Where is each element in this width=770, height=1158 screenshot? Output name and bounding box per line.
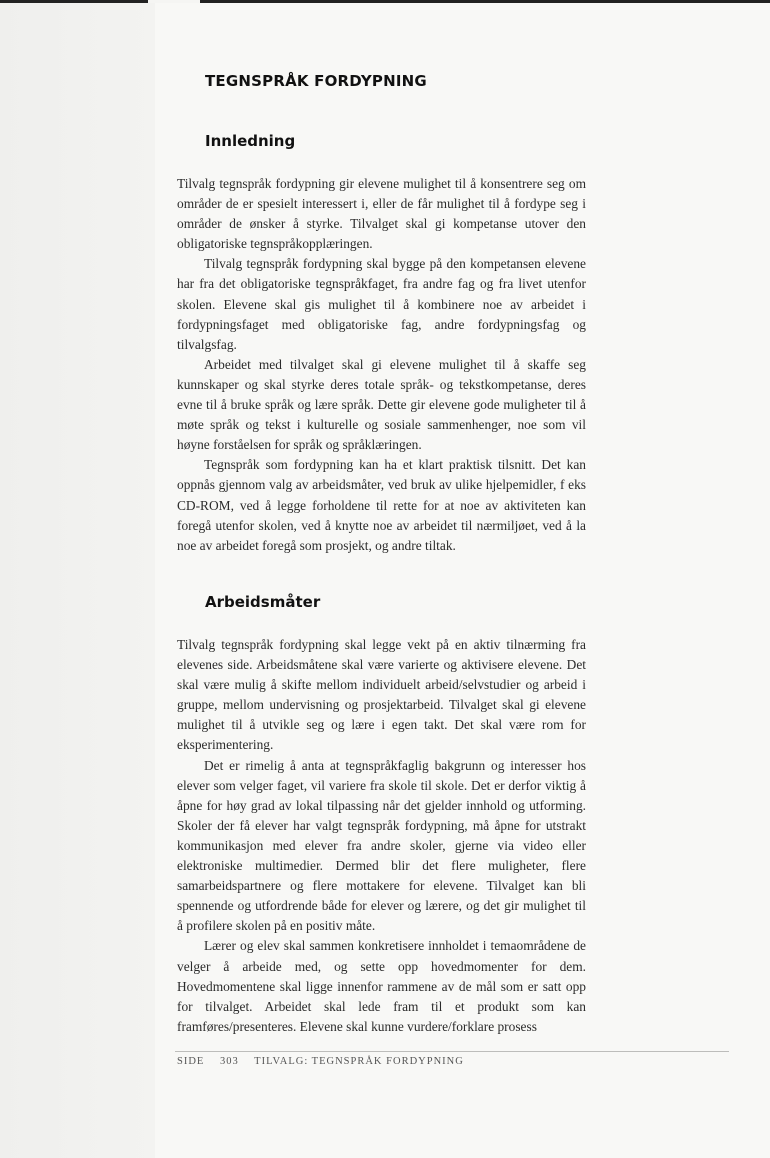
paragraph: Tilvalg tegnspråk fordypning skal legge vekt på en aktiv tilnærming fra elevenes side. Arbeidsmåtene skal være varierte og aktivisere elevene. Det skal være mulig å skifte mellom individuelt arbeid/selvstudier og arbeid i gruppe, mellom undervisning og prosjektarbeid. Tilvalget skal gi elevene mulighet til å utvikle seg og lære i egen takt. Det skal være rom for eksperimentering.: [177, 637, 586, 753]
paragraph: Tilvalg tegnspråk fordypning skal bygge på den kompetansen elevene har fra det obligatoriske tegnspråkfaget, fra andre fag og fra livet utenfor skolen. Elevene skal gis mulighet til å kombinere noe av arbeidet i fordypningsfaget med obligatoriske fag, andre fordypningsfag og tilvalgsfag.: [177, 256, 586, 352]
running-title: TILVALG: TEGNSPRÅK FORDYPNING: [254, 1056, 464, 1067]
paragraph: Arbeidet med tilvalget skal gi elevene mulighet til å skaffe seg kunnskaper og skal styrke deres totale språk- og tekstkompetanse, deres evne til å bruke språk og lære språk. Dette gir elevene gode muligheter til å møte språk og tekst i kulturelle og sosiale sammenhenger, noe som vil høyne forståelsen for språk og språklæringen.: [177, 356, 586, 453]
page-footer: [177, 1056, 476, 1067]
footer-divider: [175, 1051, 729, 1052]
paragraph: Det er rimelig å anta at tegnspråkfaglig bakgrunn og interesser hos elever som velger faget, vil variere fra skole til skole. Det er derfor viktig å åpne for høy grad av lokal tilpassing når det gjelder innhold og utforming. Skoler der få elever har valgt tegnspråk fordypning, må åpne for utstrakt kommunikasjon med elever fra andre skoler, gjerne via video eller elektroniske multimedier. Dermed blir det flere muligheter, flere samarbeidspartnere og flere mottakere for elevene. Tilvalget kan bli spennende og utfordrende både for elever og lærere, og det gir mulighet til å profilere skolen på en positiv måte.: [177, 757, 586, 934]
section-heading-arbeidsmater: Arbeidsmåter: [205, 593, 321, 611]
section-heading-innledning: Innledning: [205, 132, 296, 150]
section-body-arbeidsmater: [177, 635, 586, 1037]
page-gutter: [0, 3, 155, 1158]
paragraph: Tegnspråk som fordypning kan ha et klart praktisk tilsnitt. Det kan oppnås gjennom valg av arbeidsmåter, ved bruk av ulike hjelpemidler, f eks CD-ROM, ved å legge forholdene til rette for at noe av aktiviteten kan foregå utenfor skolen, ved å knytte noe av arbeidet til nærmiljøet, ved å la noe av arbeidet foregå som prosjekt, og andre tiltak.: [177, 457, 586, 553]
paragraph: Tilvalg tegnspråk fordypning gir elevene mulighet til å konsentrere seg om områder de er spesielt interessert i, eller de får mulighet til å fordype seg i områder de ønsker å styrke. Tilvalget skal gi kompetanse utover den obligatoriske tegnspråkopplæringen.: [177, 176, 586, 252]
paragraph: Lærer og elev skal sammen konkretisere innholdet i temaområdene de velger å arbeide med, og sette opp hovedmomenter for dem. Hovedmomentene skal ligge innenfor rammene av de mål som er satt opp for tilvalget. Arbeidet skal lede fram til et produkt som kan framføres/presenteres. Elevene skal kunne vurdere/forklare prosess: [177, 938, 586, 1034]
section-body-innledning: [177, 174, 586, 556]
page-title: TEGNSPRÅK FORDYPNING: [205, 72, 427, 90]
footer-label: SIDE: [177, 1056, 205, 1067]
page-number: 303: [219, 1056, 239, 1067]
